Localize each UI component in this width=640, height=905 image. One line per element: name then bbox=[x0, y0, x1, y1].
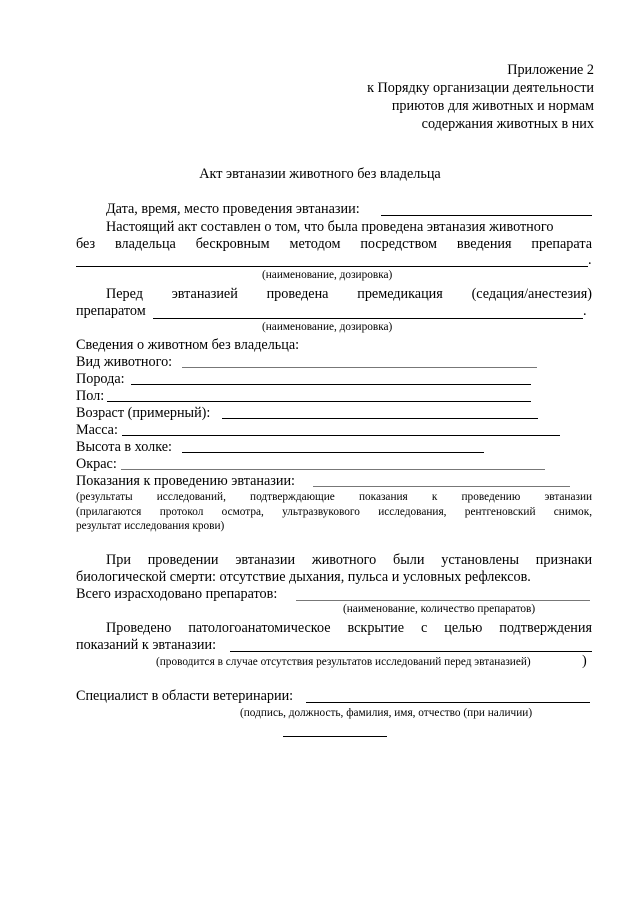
mass-field-line[interactable] bbox=[122, 435, 560, 436]
hint-autopsy-close-paren: ) bbox=[582, 653, 587, 669]
sex-field-line[interactable] bbox=[107, 401, 531, 402]
indications-note-line-3: результат исследования крови) bbox=[76, 520, 225, 532]
appendix-line-1: Приложение 2 bbox=[507, 62, 594, 78]
age-label: Возраст (примерный): bbox=[76, 405, 211, 421]
total-drugs-label: Всего израсходовано препаратов: bbox=[76, 586, 278, 602]
intro-line-1: Настоящий акт составлен о том, что была проведена эвтаназия животного bbox=[106, 219, 554, 235]
premed-label: препаратом bbox=[76, 303, 146, 319]
date-label: Дата, время, место проведения эвтаназии: bbox=[106, 201, 360, 217]
color-label: Окрас: bbox=[76, 456, 117, 472]
specialist-field-line[interactable] bbox=[306, 702, 590, 703]
height-label: Высота в холке: bbox=[76, 439, 172, 455]
appendix-line-3: приютов для животных и нормам bbox=[391, 98, 594, 114]
autopsy-field-line[interactable] bbox=[230, 651, 592, 652]
total-drugs-field-line[interactable] bbox=[296, 600, 590, 601]
death-signs-line-1: При проведении эвтаназии животного были установлены признаки bbox=[106, 552, 593, 568]
end-separator-line bbox=[283, 736, 387, 737]
color-field-line[interactable] bbox=[121, 469, 545, 470]
breed-field-line[interactable] bbox=[131, 384, 531, 385]
premed-field-line[interactable] bbox=[153, 318, 583, 319]
indications-field-line[interactable] bbox=[313, 486, 570, 487]
sex-label: Пол: bbox=[76, 388, 105, 404]
breed-label: Порода: bbox=[76, 371, 125, 387]
appendix-line-4: содержания животных в них bbox=[421, 116, 594, 132]
document-title: Акт эвтаназии животного без владельца bbox=[199, 166, 441, 182]
intro-line-2: без владельца бескровным методом посредством введения препарата bbox=[76, 236, 592, 252]
intro-end-period: . bbox=[588, 252, 592, 268]
hint-name-dose-2: (наименование, дозировка) bbox=[262, 321, 393, 333]
premed-end-period: . bbox=[583, 303, 587, 319]
info-header: Сведения о животном без владельца: bbox=[76, 337, 300, 353]
indications-note-line-1: (результаты исследований, подтверждающие показания к проведению эвтаназии bbox=[76, 491, 593, 503]
hint-name-qty: (наименование, количество препаратов) bbox=[343, 603, 536, 615]
age-field-line[interactable] bbox=[222, 418, 538, 419]
species-label: Вид животного: bbox=[76, 354, 173, 370]
specialist-label: Специалист в области ветеринарии: bbox=[76, 688, 294, 704]
appendix-line-2: к Порядку организации деятельности bbox=[367, 80, 594, 96]
hint-name-dose: (наименование, дозировка) bbox=[262, 269, 393, 281]
date-field-line[interactable] bbox=[381, 215, 592, 216]
mass-label: Масса: bbox=[76, 422, 118, 438]
autopsy-line-1: Проведено патологоанатомическое вскрытие с целью подтверждения bbox=[106, 620, 592, 636]
height-field-line[interactable] bbox=[182, 452, 484, 453]
species-field-line[interactable] bbox=[182, 367, 537, 368]
death-signs-line-2: биологической смерти: отсутствие дыхания, пульса и условных рефлексов. bbox=[76, 569, 531, 585]
indications-label: Показания к проведению эвтаназии: bbox=[76, 473, 295, 489]
drug-field-line[interactable] bbox=[76, 266, 588, 267]
hint-autopsy: (проводится в случае отсутствия результатов исследований перед эвтаназией) bbox=[156, 656, 531, 668]
indications-note-line-2: (прилагаются протокол осмотра, ультразвукового исследования, рентгеновский снимок, bbox=[76, 506, 593, 518]
autopsy-line-2: показаний к эвтаназии: bbox=[76, 637, 217, 653]
hint-signature: (подпись, должность, фамилия, имя, отчество (при наличии) bbox=[240, 707, 533, 719]
premed-line-1: Перед эвтаназией проведена премедикация (седация/анестезия) bbox=[106, 286, 592, 302]
